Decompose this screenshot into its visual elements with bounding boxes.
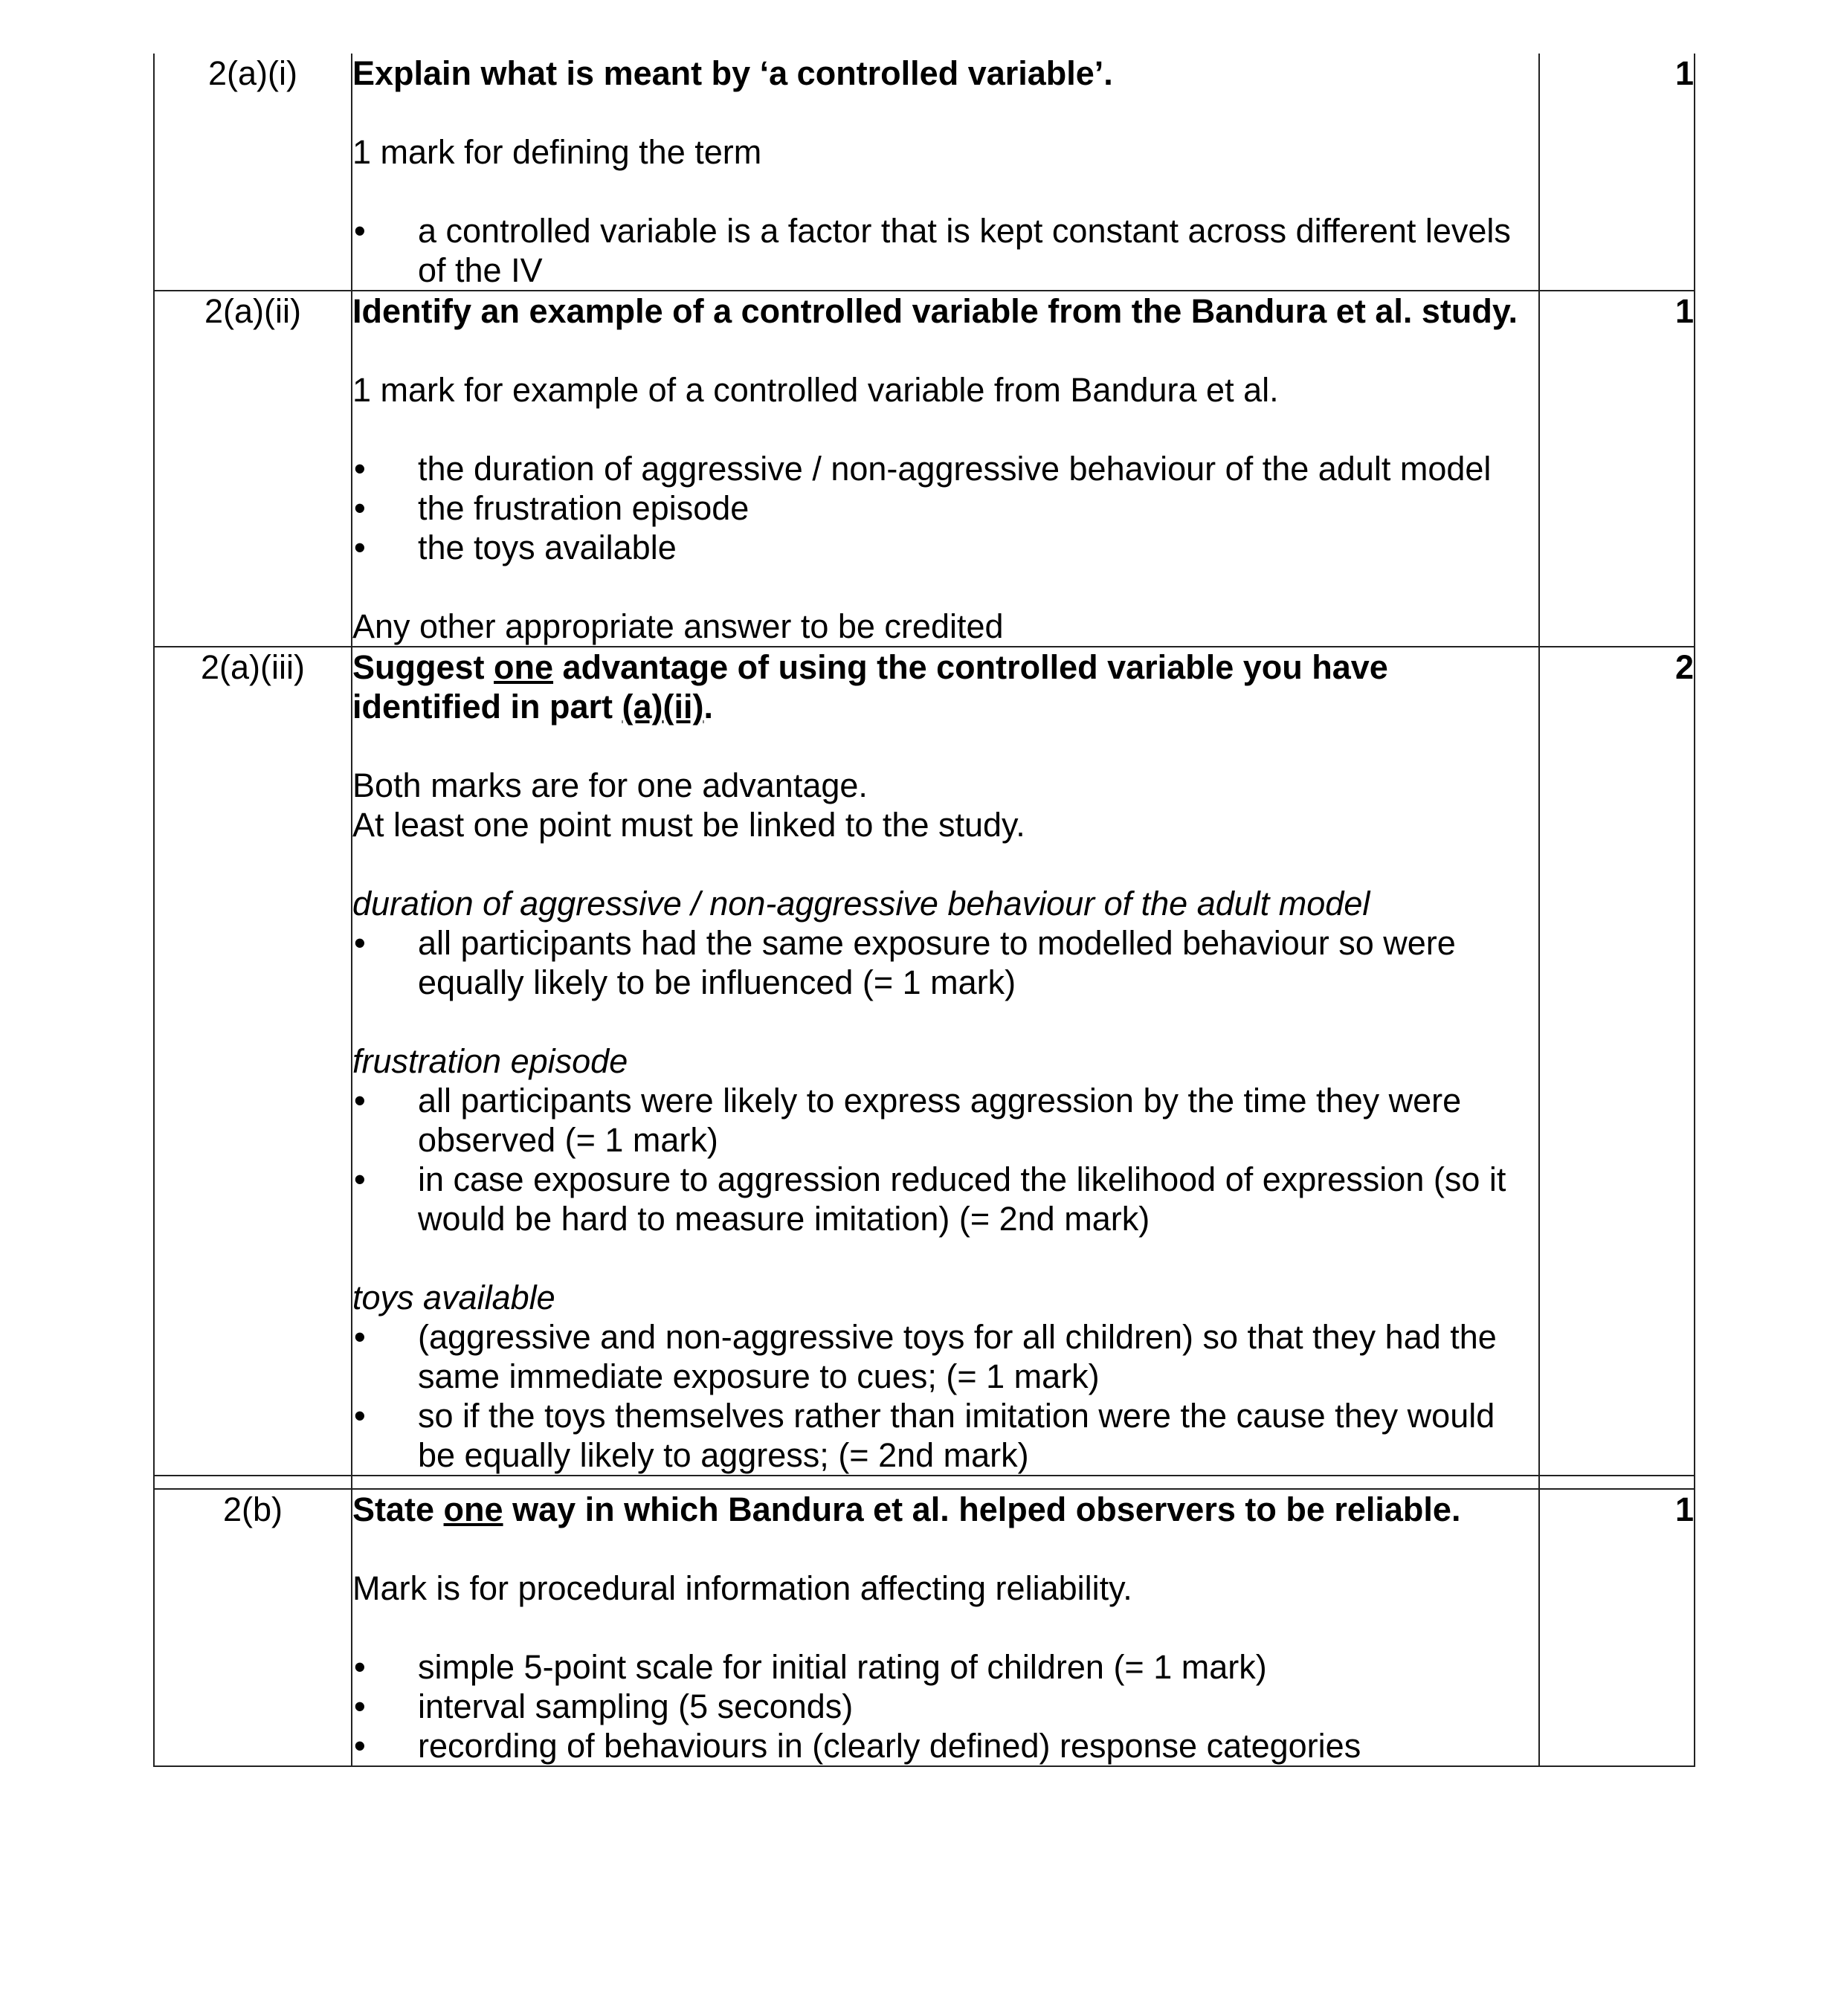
answer-cell: [352, 1489, 1539, 1766]
question-text: State one way in which Bandura et al. helped observers to be reliable.: [352, 1490, 1461, 1528]
answer-cell: [352, 647, 1539, 1476]
list-item: • simple 5-point scale for initial rating of children (= 1 mark): [354, 1648, 1267, 1686]
list-item: • the frustration episode: [354, 489, 749, 527]
marking-guidance: Both marks are for one advantage.: [352, 766, 868, 804]
credit-note: Any other appropriate answer to be credited: [352, 607, 1004, 645]
bullet-icon: •: [354, 529, 366, 566]
list-item: • the duration of aggressive / non-aggressive behaviour of the adult model: [354, 450, 1492, 488]
bullet-list: [352, 1317, 1538, 1475]
question-number: 2(a)(iii): [154, 647, 352, 1476]
table-row: [154, 647, 1695, 1476]
marking-guidance: 1 mark for example of a controlled variable from Bandura et al.: [352, 371, 1279, 409]
table-row: [154, 1489, 1695, 1766]
bullet-icon: •: [354, 212, 366, 250]
list-item: • so if the toys themselves rather than imitation were the cause they would be equally likely to aggress; (= 2nd mark): [354, 1397, 1495, 1474]
table-row: [154, 291, 1695, 647]
question-number: 2(b): [154, 1489, 352, 1766]
bullet-icon: •: [354, 924, 366, 962]
list-item: • interval sampling (5 seconds): [354, 1687, 854, 1725]
bullet-icon: •: [354, 1727, 366, 1765]
mark-scheme-table: [153, 54, 1695, 1767]
marking-guidance: 1 mark for defining the term: [352, 133, 762, 171]
marks-value: 1: [1539, 1489, 1695, 1766]
list-item: • in case exposure to aggression reduced the likelihood of expression (so it would be hard to measure imitation) (= 2nd mark): [354, 1160, 1506, 1238]
question-number: 2(a)(ii): [154, 291, 352, 647]
question-number: 2(a)(i): [154, 54, 352, 291]
marking-guidance: At least one point must be linked to the study.: [352, 806, 1025, 844]
list-item: • all participants had the same exposure to modelled behaviour so were equally likely to be influenced (= 1 mark): [354, 924, 1456, 1001]
group-heading: duration of aggressive / non-aggressive behaviour of the adult model: [352, 885, 1370, 923]
bullet-list: [352, 1647, 1538, 1765]
bullet-icon: •: [354, 1318, 366, 1356]
group-heading: toys available: [352, 1279, 555, 1316]
row-separator: [154, 1476, 1695, 1489]
answer-cell: [352, 54, 1539, 291]
marks-value: 2: [1539, 647, 1695, 1476]
list-item: • (aggressive and non-aggressive toys for all children) so that they had the same immediate exposure to cues; (= 1 mark): [354, 1318, 1497, 1395]
question-text: Explain what is meant by ‘a controlled variable’.: [352, 54, 1113, 92]
question-text: Identify an example of a controlled variable from the Bandura et al. study.: [352, 292, 1518, 330]
marking-guidance: Mark is for procedural information affecting reliability.: [352, 1569, 1132, 1607]
bullet-list: [352, 1081, 1538, 1238]
bullet-list: [352, 211, 1538, 290]
table-row: [154, 54, 1695, 291]
answer-cell: [352, 291, 1539, 647]
bullet-icon: •: [354, 489, 366, 527]
bullet-icon: •: [354, 1397, 366, 1435]
bullet-icon: •: [354, 1082, 366, 1120]
bullet-icon: •: [354, 1160, 366, 1198]
mark-scheme-sheet: [153, 54, 1694, 1767]
list-item: • recording of behaviours in (clearly defined) response categories: [354, 1727, 1361, 1765]
list-item: • a controlled variable is a factor that is kept constant across different levels of the IV: [354, 212, 1511, 289]
list-item: • the toys available: [354, 529, 677, 566]
question-text: Suggest one advantage of using the controlled variable you have identified in part (a)(ii).: [352, 648, 1388, 726]
list-item: • all participants were likely to express aggression by the time they were observed (= 1 mark): [354, 1082, 1462, 1159]
bullet-icon: •: [354, 1687, 366, 1725]
bullet-list: [352, 449, 1538, 567]
bullet-list: [352, 923, 1538, 1002]
marks-value: 1: [1539, 54, 1695, 291]
bullet-icon: •: [354, 450, 366, 488]
bullet-icon: •: [354, 1648, 366, 1686]
marks-value: 1: [1539, 291, 1695, 647]
group-heading: frustration episode: [352, 1042, 628, 1080]
